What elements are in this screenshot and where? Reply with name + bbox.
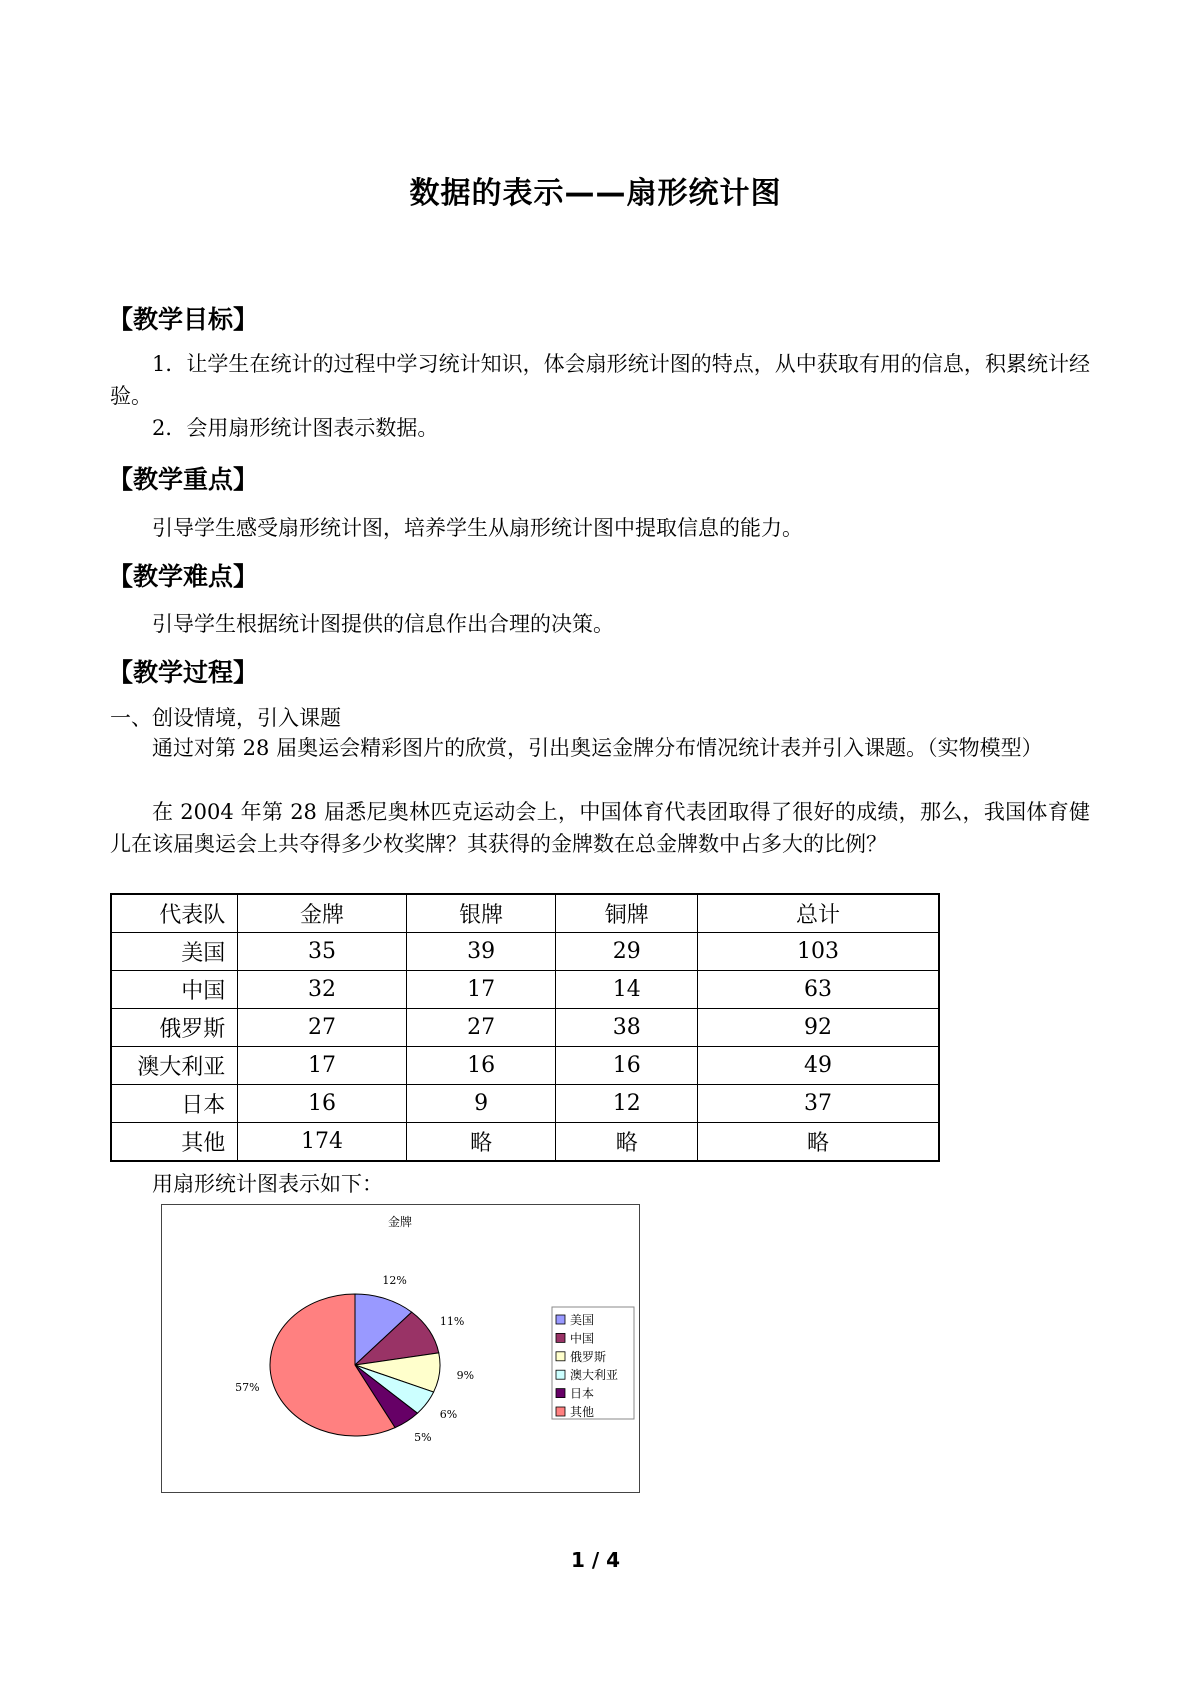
- team-cell: 俄罗斯: [111, 1009, 238, 1047]
- legend-swatch: [556, 1333, 565, 1342]
- table-header-cell: 代表队: [111, 894, 238, 933]
- team-cell: 其他: [111, 1123, 238, 1162]
- value-cell: 27: [238, 1009, 407, 1047]
- goal-2: 2．会用扇形统计图表示数据。: [152, 416, 439, 440]
- value-cell: 略: [556, 1123, 698, 1162]
- legend-swatch: [556, 1389, 565, 1398]
- legend-swatch: [556, 1352, 565, 1361]
- table-row: [111, 933, 939, 971]
- table-row: [111, 1009, 939, 1047]
- table-header-cell: 银牌: [406, 894, 556, 933]
- team-cell: 中国: [111, 971, 238, 1009]
- value-cell: 16: [238, 1085, 407, 1123]
- value-cell: 38: [556, 1009, 698, 1047]
- table-header-cell: 总计: [698, 894, 939, 933]
- step-1-paragraph-2: 在 2004 年第 28 届悉尼奥林匹克运动会上，中国体育代表团取得了很好的成绩，那么，我国体育健儿在该届奥运会上共夺得多少枚奖牌？其获得的金牌数在总金牌数中占多大的比例？: [110, 800, 1090, 856]
- value-cell: 63: [698, 971, 939, 1009]
- legend-swatch: [556, 1407, 565, 1416]
- chart-title: 金牌: [387, 1215, 413, 1229]
- pie-data-label: 5%: [414, 1431, 432, 1445]
- legend-label: 日本: [570, 1386, 595, 1401]
- value-cell: 12: [556, 1085, 698, 1123]
- page-title: 数据的表示——扇形统计图: [409, 176, 782, 211]
- table-row: [111, 1123, 939, 1162]
- value-cell: 103: [698, 933, 939, 971]
- step-1: 一、创设情境，引入课题: [110, 706, 341, 730]
- table-header-cell: 金牌: [238, 894, 407, 933]
- goals-heading: 【教学目标】: [108, 305, 259, 334]
- pie-chart: [162, 1205, 639, 1492]
- table-header-cell: 铜牌: [556, 894, 698, 933]
- legend-label: 俄罗斯: [570, 1349, 607, 1364]
- value-cell: 14: [556, 971, 698, 1009]
- legend-swatch: [556, 1370, 565, 1379]
- value-cell: 略: [406, 1123, 556, 1162]
- pie-data-label: 9%: [456, 1368, 475, 1382]
- page-number: 1 / 4: [570, 1548, 621, 1572]
- team-cell: 澳大利亚: [111, 1047, 238, 1085]
- key-heading: 【教学重点】: [108, 465, 259, 494]
- table-row: [111, 1047, 939, 1085]
- value-cell: 174: [238, 1123, 407, 1162]
- process-heading: 【教学过程】: [108, 658, 259, 687]
- legend-swatch: [556, 1315, 565, 1324]
- table-header-row: [111, 894, 939, 933]
- value-cell: 略: [698, 1123, 939, 1162]
- legend-label: 中国: [570, 1331, 595, 1346]
- value-cell: 37: [698, 1085, 939, 1123]
- step-1-paragraph-1: 通过对第 28 届奥运会精彩图片的欣赏，引出奥运金牌分布情况统计表并引入课题。（实物模型）: [152, 736, 1043, 760]
- value-cell: 9: [406, 1085, 556, 1123]
- legend-label: 其他: [570, 1405, 595, 1419]
- difficulty-heading: 【教学难点】: [108, 562, 259, 591]
- difficulty-text: 引导学生根据统计图提供的信息作出合理的决策。: [152, 612, 614, 636]
- value-cell: 92: [698, 1009, 939, 1047]
- value-cell: 29: [556, 933, 698, 971]
- value-cell: 16: [406, 1047, 556, 1085]
- table-row: [111, 971, 939, 1009]
- value-cell: 27: [406, 1009, 556, 1047]
- pie-data-label: 11%: [439, 1314, 465, 1328]
- legend-label: 澳大利亚: [570, 1368, 619, 1383]
- value-cell: 49: [698, 1047, 939, 1085]
- goal-1: 1．让学生在统计的过程中学习统计知识，体会扇形统计图的特点，从中获取有用的信息，积累统计经验。: [110, 352, 1090, 408]
- value-cell: 17: [406, 971, 556, 1009]
- pie-data-label: 12%: [382, 1274, 407, 1288]
- legend-label: 美国: [570, 1313, 595, 1327]
- medal-table: [110, 893, 940, 1162]
- pie-data-label: 6%: [439, 1408, 458, 1422]
- team-cell: 美国: [111, 933, 238, 971]
- value-cell: 17: [238, 1047, 407, 1085]
- table-row: [111, 1085, 939, 1123]
- value-cell: 35: [238, 933, 407, 971]
- value-cell: 39: [406, 933, 556, 971]
- team-cell: 日本: [111, 1085, 238, 1123]
- chart-intro: 用扇形统计图表示如下：: [152, 1172, 383, 1196]
- pie-chart-frame: [161, 1204, 640, 1493]
- value-cell: 16: [556, 1047, 698, 1085]
- value-cell: 32: [238, 971, 407, 1009]
- pie-data-label: 57%: [235, 1381, 260, 1395]
- key-text: 引导学生感受扇形统计图，培养学生从扇形统计图中提取信息的能力。: [152, 516, 803, 540]
